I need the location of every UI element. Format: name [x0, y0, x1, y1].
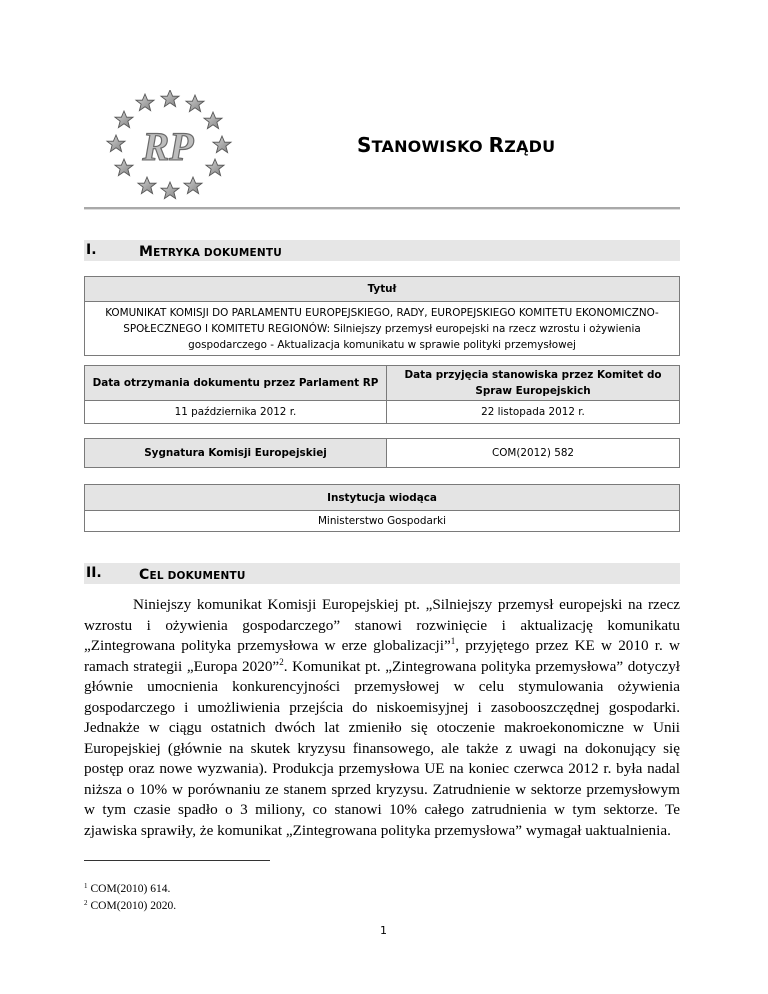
footnote-ref-1[interactable]: 1 — [450, 635, 456, 646]
footnote-separator — [84, 860, 270, 861]
signature-table — [84, 438, 680, 468]
svg-text:RP: RP — [142, 124, 194, 169]
section-2-title — [139, 567, 246, 583]
section-2-title-rest: EL DOKUMENTU — [149, 570, 246, 582]
page-number: 1 — [380, 924, 387, 937]
adopted-date-value: 22 listopada 2012 r. — [387, 401, 680, 424]
title-table — [84, 276, 680, 356]
footnote-ref-2[interactable]: 2 — [279, 656, 284, 667]
signature-label: Sygnatura Komisji Europejskiej — [85, 439, 387, 468]
footnotes — [84, 879, 176, 913]
paragraph-text-2: , przyjętego przez KE w 2010 r. w ramach strategii „Europa 2020” — [84, 637, 680, 675]
section-1-header — [84, 240, 680, 261]
paragraph-text-3: . Komunikat pt. „Zintegrowana polityka przemysłowa” dotyczył głównie umocnienia konkurencyjności przemysłowej w celu stymulowania ożywienia gospodarczego i umożliwienia przejścia do niskoemisyjnej i zasobooszczędnej gospodarki. Jednakże w ciągu ostatnich dwóch lat zmieniło się otoczenie makroekonomiczne w Unii Europejskiej (głównie na skutek kryzysu finansowego, ale także z uwagi na dokonujący się postęp oraz nowe wyzwania). Produkcja przemysłowa UE na koniec czerwca 2012 r. była nadal niższa o 10% w porównaniu ze stanem sprzed kryzysu. Zatrudnienie w sektorze przemysłowym w tym czasie spadło o 3 miliony, co stanowi 10% całego zatrudnienia w tym sektorze. Te zjawiska sprawiły, że komunikat „Zintegrowana polityka przemysłowa” wymagał uaktualnienia. — [84, 657, 681, 839]
dates-table — [84, 365, 680, 424]
footnote-mark-1: 1 — [84, 882, 88, 890]
header-divider — [84, 207, 680, 210]
section-1-number: I. — [86, 242, 97, 258]
section-1-title — [139, 244, 282, 260]
body-paragraph — [84, 595, 680, 841]
footnote-1 — [84, 879, 176, 896]
footnote-text-1: COM(2010) 614. — [90, 883, 171, 895]
institution-header: Instytucja wiodąca — [85, 485, 680, 511]
section-2-number: II. — [86, 565, 102, 581]
title-table-header: Tytuł — [85, 277, 680, 302]
section-1-title-initial: M — [139, 244, 154, 260]
paragraph-text-1: Niniejszy komunikat Komisji Europejskiej pt. „Silniejszy przemysł europejski na rzecz wzrostu i ożywienia gospodarczego” stanowi rozwinięcie i aktualizację komunikatu „Zintegrowana polityka przemysłowa w erze globalizacji” — [84, 596, 680, 654]
received-date-value: 11 października 2012 r. — [85, 401, 387, 424]
institution-value: Ministerstwo Gospodarki — [85, 511, 680, 532]
title-rest-1: TANOWISKO — [371, 137, 489, 156]
footnote-mark-2: 2 — [84, 899, 88, 907]
title-initial-2: R — [488, 133, 505, 157]
received-date-header: Data otrzymania dokumentu przez Parlament RP — [85, 366, 387, 401]
section-2-header — [84, 563, 680, 584]
footnote-text-2: COM(2010) 2020. — [90, 900, 177, 912]
section-2-title-initial: C — [139, 567, 150, 583]
title-table-value: KOMUNIKAT KOMISJI DO PARLAMENTU EUROPEJSKIEGO, RADY, EUROPEJSKIEGO KOMITETU EKONOMICZNO-SPOŁECZNEGO I KOMITETU REGIONÓW: Silniejszy przemysł europejski na rzecz wzrostu i ożywienia gospodarczego - Aktualizacja komunikatu w sprawie polityki przemysłowej — [85, 302, 680, 356]
rp-stars-emblem-icon — [100, 90, 240, 205]
footnote-2 — [84, 896, 176, 913]
page-title — [357, 133, 555, 157]
adopted-date-header: Data przyjęcia stanowiska przez Komitet do Spraw Europejskich — [387, 366, 680, 401]
institution-table — [84, 484, 680, 532]
section-1-title-rest: ETRYKA DOKUMENTU — [153, 247, 282, 259]
title-rest-2: ZĄDU — [504, 137, 556, 156]
signature-value: COM(2012) 582 — [387, 439, 680, 468]
title-initial-1: S — [357, 133, 372, 157]
